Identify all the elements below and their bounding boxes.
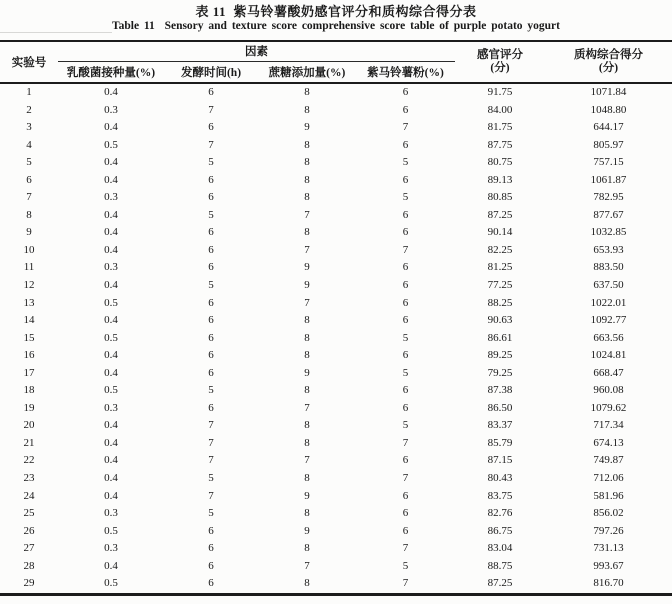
cell-potato-powder: 6 xyxy=(402,524,409,537)
cell-sucrose-addition: 7 xyxy=(304,208,310,221)
table-row xyxy=(0,277,672,295)
cell-experiment-no: 13 xyxy=(23,296,35,309)
cell-lactic-inoculation: 0.4 xyxy=(104,243,118,256)
cell-sensory-score: 88.25 xyxy=(487,296,513,309)
cell-lactic-inoculation: 0.3 xyxy=(104,542,118,555)
cell-sucrose-addition: 9 xyxy=(304,366,310,379)
cell-experiment-no: 19 xyxy=(23,401,35,414)
cell-potato-powder: 5 xyxy=(402,331,409,344)
cell-lactic-inoculation: 0.4 xyxy=(104,173,118,186)
cell-sensory-score: 91.75 xyxy=(487,86,513,98)
table-row xyxy=(0,435,672,453)
table-row xyxy=(0,312,672,330)
cell-fermentation-time: 7 xyxy=(208,489,214,502)
cell-texture-score: 1092.77 xyxy=(590,314,627,327)
cell-lactic-inoculation: 0.4 xyxy=(104,472,118,485)
cell-texture-score: 856.02 xyxy=(593,507,624,520)
header-texture-score-line2: (分) xyxy=(598,62,619,74)
cell-fermentation-time: 5 xyxy=(208,472,214,485)
cell-texture-score: 712.06 xyxy=(593,472,624,485)
cell-sensory-score: 84.00 xyxy=(487,103,513,116)
cell-potato-powder: 7 xyxy=(402,577,409,590)
cell-potato-powder: 6 xyxy=(402,103,409,116)
cell-experiment-no: 20 xyxy=(23,419,35,432)
cell-experiment-no: 26 xyxy=(23,524,35,537)
header-texture-score xyxy=(545,41,672,83)
cell-sucrose-addition: 7 xyxy=(304,296,310,309)
cell-sucrose-addition: 8 xyxy=(304,226,310,239)
table-row xyxy=(0,242,672,260)
cell-sucrose-addition: 9 xyxy=(304,524,310,537)
cell-sensory-score: 86.75 xyxy=(487,524,513,537)
cell-experiment-no: 3 xyxy=(26,121,32,134)
cell-lactic-inoculation: 0.3 xyxy=(104,103,118,116)
cell-experiment-no: 16 xyxy=(23,349,35,362)
cell-lactic-inoculation: 0.3 xyxy=(104,191,118,204)
cell-sucrose-addition: 8 xyxy=(304,384,310,397)
cell-texture-score: 1022.01 xyxy=(590,296,627,309)
cell-sensory-score: 77.25 xyxy=(487,279,513,292)
cell-experiment-no: 28 xyxy=(23,559,35,572)
cell-sucrose-addition: 7 xyxy=(304,243,310,256)
table-row xyxy=(0,172,672,190)
cell-sensory-score: 83.37 xyxy=(487,419,513,432)
table-body xyxy=(0,83,672,594)
cell-sensory-score: 87.75 xyxy=(487,138,513,151)
cell-potato-powder: 6 xyxy=(402,454,409,467)
cell-sucrose-addition: 8 xyxy=(304,542,310,555)
cell-sucrose-addition: 8 xyxy=(304,103,310,116)
table-row xyxy=(0,83,672,102)
cell-potato-powder: 7 xyxy=(402,121,409,134)
header-fermentation-time: 发酵时间(h) xyxy=(164,61,258,83)
header-experiment-no: 实验号 xyxy=(0,41,58,83)
cell-sensory-score: 87.25 xyxy=(487,577,513,590)
cell-potato-powder: 7 xyxy=(402,472,409,485)
cell-experiment-no: 2 xyxy=(26,103,32,116)
table-row xyxy=(0,505,672,523)
cell-sucrose-addition: 8 xyxy=(304,314,310,327)
header-texture-score-line1: 质构综合得分 xyxy=(574,49,643,61)
cell-sucrose-addition: 9 xyxy=(304,279,310,292)
table-row xyxy=(0,452,672,470)
cell-lactic-inoculation: 0.4 xyxy=(104,436,118,449)
cell-texture-score: 816.70 xyxy=(593,577,624,590)
cell-potato-powder: 6 xyxy=(402,314,409,327)
cell-experiment-no: 24 xyxy=(23,489,35,502)
cell-lactic-inoculation: 0.4 xyxy=(104,121,118,134)
cell-experiment-no: 15 xyxy=(23,331,35,344)
cell-fermentation-time: 7 xyxy=(208,454,214,467)
scan-artifact-line xyxy=(0,32,112,33)
cell-sensory-score: 80.85 xyxy=(487,191,513,204)
cell-experiment-no: 23 xyxy=(23,472,35,485)
cell-sucrose-addition: 8 xyxy=(304,331,310,344)
table-number-chinese: 表 11 xyxy=(195,4,227,19)
cell-sensory-score: 86.61 xyxy=(487,331,513,344)
cell-sucrose-addition: 8 xyxy=(304,191,310,204)
cell-potato-powder: 5 xyxy=(402,419,409,432)
cell-fermentation-time: 5 xyxy=(208,156,214,169)
table-title-chinese xyxy=(0,0,672,19)
cell-potato-powder: 7 xyxy=(402,542,409,555)
cell-potato-powder: 6 xyxy=(402,401,409,414)
cell-potato-powder: 7 xyxy=(402,243,409,256)
cell-fermentation-time: 7 xyxy=(208,419,214,432)
cell-sensory-score: 83.75 xyxy=(487,489,513,502)
cell-potato-powder: 6 xyxy=(402,138,409,151)
cell-potato-powder: 6 xyxy=(402,86,409,98)
header-factors-group: 因素 xyxy=(58,41,455,61)
table-row xyxy=(0,154,672,172)
cell-sensory-score: 80.75 xyxy=(487,156,513,169)
cell-potato-powder: 7 xyxy=(402,436,409,449)
cell-experiment-no: 6 xyxy=(26,173,32,186)
cell-sensory-score: 87.38 xyxy=(487,384,513,397)
table-row xyxy=(0,295,672,313)
cell-sensory-score: 85.79 xyxy=(487,436,513,449)
cell-potato-powder: 5 xyxy=(402,191,409,204)
score-table xyxy=(0,40,672,596)
table-row xyxy=(0,488,672,506)
cell-potato-powder: 6 xyxy=(402,279,409,292)
cell-experiment-no: 8 xyxy=(26,208,32,221)
cell-texture-score: 877.67 xyxy=(593,208,624,221)
cell-fermentation-time: 7 xyxy=(208,436,214,449)
cell-sucrose-addition: 8 xyxy=(304,507,310,520)
cell-texture-score: 1061.87 xyxy=(590,173,627,186)
cell-texture-score: 731.13 xyxy=(593,542,624,555)
cell-lactic-inoculation: 0.3 xyxy=(104,261,118,274)
cell-texture-score: 644.17 xyxy=(593,121,624,134)
cell-sensory-score: 89.13 xyxy=(487,173,513,186)
cell-fermentation-time: 6 xyxy=(208,296,214,309)
table-title-english-text: Sensory and texture score comprehensive score table of purple potato yogurt xyxy=(164,20,560,32)
cell-sensory-score: 80.43 xyxy=(487,472,513,485)
cell-fermentation-time: 6 xyxy=(208,366,214,379)
cell-potato-powder: 5 xyxy=(402,366,409,379)
table-row xyxy=(0,470,672,488)
cell-texture-score: 1048.80 xyxy=(590,103,627,116)
cell-lactic-inoculation: 0.4 xyxy=(104,366,118,379)
cell-potato-powder: 6 xyxy=(402,384,409,397)
table-row xyxy=(0,224,672,242)
cell-sucrose-addition: 9 xyxy=(304,261,310,274)
cell-experiment-no: 9 xyxy=(26,226,32,239)
cell-texture-score: 668.47 xyxy=(593,366,624,379)
cell-sensory-score: 90.63 xyxy=(487,314,513,327)
table-row xyxy=(0,417,672,435)
cell-experiment-no: 27 xyxy=(23,542,35,555)
cell-fermentation-time: 7 xyxy=(208,138,214,151)
cell-sensory-score: 82.76 xyxy=(487,507,513,520)
cell-texture-score: 674.13 xyxy=(593,436,624,449)
cell-potato-powder: 6 xyxy=(402,208,409,221)
cell-texture-score: 805.97 xyxy=(593,138,624,151)
table-row xyxy=(0,102,672,120)
cell-fermentation-time: 5 xyxy=(208,384,214,397)
cell-lactic-inoculation: 0.4 xyxy=(104,419,118,432)
cell-sucrose-addition: 8 xyxy=(304,349,310,362)
cell-sucrose-addition: 8 xyxy=(304,86,310,98)
cell-lactic-inoculation: 0.4 xyxy=(104,349,118,362)
table-number-english: Table 11 xyxy=(112,20,155,32)
cell-texture-score: 663.56 xyxy=(593,331,624,344)
cell-fermentation-time: 6 xyxy=(208,577,214,590)
cell-sensory-score: 86.50 xyxy=(487,401,513,414)
cell-lactic-inoculation: 0.4 xyxy=(104,86,118,98)
cell-experiment-no: 10 xyxy=(23,243,35,256)
cell-lactic-inoculation: 0.4 xyxy=(104,208,118,221)
cell-fermentation-time: 6 xyxy=(208,331,214,344)
cell-fermentation-time: 5 xyxy=(208,279,214,292)
table-title-chinese-text: 紫马铃薯酸奶感官评分和质构综合得分表 xyxy=(233,4,477,19)
cell-sensory-score: 81.25 xyxy=(487,261,513,274)
cell-sensory-score: 87.15 xyxy=(487,454,513,467)
cell-potato-powder: 6 xyxy=(402,507,409,520)
cell-sensory-score: 81.75 xyxy=(487,121,513,134)
header-sensory-score-line1: 感官评分 xyxy=(477,49,523,61)
cell-potato-powder: 6 xyxy=(402,226,409,239)
cell-texture-score: 883.50 xyxy=(593,261,624,274)
cell-experiment-no: 22 xyxy=(23,454,35,467)
table-row xyxy=(0,330,672,348)
cell-fermentation-time: 6 xyxy=(208,314,214,327)
cell-lactic-inoculation: 0.4 xyxy=(104,279,118,292)
cell-sensory-score: 87.25 xyxy=(487,208,513,221)
cell-lactic-inoculation: 0.5 xyxy=(104,296,118,309)
cell-fermentation-time: 6 xyxy=(208,86,214,98)
cell-texture-score: 960.08 xyxy=(593,384,624,397)
cell-experiment-no: 14 xyxy=(23,314,35,327)
table-title-english xyxy=(0,19,672,36)
table-row xyxy=(0,119,672,137)
cell-texture-score: 749.87 xyxy=(593,454,624,467)
cell-sucrose-addition: 9 xyxy=(304,121,310,134)
header-sensory-score xyxy=(455,41,545,83)
cell-potato-powder: 6 xyxy=(402,296,409,309)
cell-texture-score: 581.96 xyxy=(593,489,624,502)
cell-fermentation-time: 6 xyxy=(208,524,214,537)
cell-sucrose-addition: 8 xyxy=(304,173,310,186)
table-row xyxy=(0,575,672,594)
cell-texture-score: 782.95 xyxy=(593,191,624,204)
cell-fermentation-time: 5 xyxy=(208,208,214,221)
cell-sensory-score: 88.75 xyxy=(487,559,513,572)
cell-fermentation-time: 6 xyxy=(208,173,214,186)
cell-experiment-no: 1 xyxy=(26,86,32,98)
header-lactic-inoculation: 乳酸菌接种量(%) xyxy=(58,61,164,83)
cell-texture-score: 993.67 xyxy=(593,559,624,572)
cell-lactic-inoculation: 0.4 xyxy=(104,156,118,169)
cell-sucrose-addition: 7 xyxy=(304,454,310,467)
cell-fermentation-time: 6 xyxy=(208,121,214,134)
table-header xyxy=(0,41,672,83)
cell-sucrose-addition: 8 xyxy=(304,419,310,432)
cell-experiment-no: 17 xyxy=(23,366,35,379)
header-potato-powder: 紫马铃薯粉(%) xyxy=(356,61,455,83)
cell-texture-score: 637.50 xyxy=(593,279,624,292)
cell-fermentation-time: 7 xyxy=(208,103,214,116)
header-sensory-score-line2: (分) xyxy=(490,62,510,74)
cell-sensory-score: 89.25 xyxy=(487,349,513,362)
cell-sucrose-addition: 7 xyxy=(304,559,310,572)
cell-sucrose-addition: 8 xyxy=(304,436,310,449)
cell-lactic-inoculation: 0.5 xyxy=(104,384,118,397)
cell-sucrose-addition: 7 xyxy=(304,401,310,414)
table-row xyxy=(0,558,672,576)
cell-sensory-score: 83.04 xyxy=(487,542,513,555)
cell-texture-score: 1071.84 xyxy=(590,86,627,98)
cell-fermentation-time: 6 xyxy=(208,401,214,414)
cell-texture-score: 1032.85 xyxy=(590,226,627,239)
header-sucrose-addition: 蔗糖添加量(%) xyxy=(258,61,356,83)
cell-experiment-no: 4 xyxy=(26,138,32,151)
cell-sucrose-addition: 8 xyxy=(304,472,310,485)
cell-potato-powder: 5 xyxy=(402,559,409,572)
cell-experiment-no: 11 xyxy=(23,261,35,274)
cell-lactic-inoculation: 0.5 xyxy=(104,524,118,537)
cell-potato-powder: 6 xyxy=(402,489,409,502)
cell-sensory-score: 79.25 xyxy=(487,366,513,379)
cell-potato-powder: 5 xyxy=(402,156,409,169)
cell-lactic-inoculation: 0.4 xyxy=(104,454,118,467)
table-row xyxy=(0,523,672,541)
cell-texture-score: 1079.62 xyxy=(590,401,627,414)
cell-lactic-inoculation: 0.5 xyxy=(104,577,118,590)
table-row xyxy=(0,137,672,155)
cell-experiment-no: 12 xyxy=(23,279,35,292)
cell-lactic-inoculation: 0.5 xyxy=(104,138,118,151)
cell-sensory-score: 90.14 xyxy=(487,226,513,239)
cell-fermentation-time: 6 xyxy=(208,349,214,362)
cell-experiment-no: 5 xyxy=(26,156,32,169)
cell-potato-powder: 6 xyxy=(402,349,409,362)
cell-sensory-score: 82.25 xyxy=(487,243,513,256)
table-row xyxy=(0,400,672,418)
cell-lactic-inoculation: 0.3 xyxy=(104,507,118,520)
table-row xyxy=(0,347,672,365)
cell-potato-powder: 6 xyxy=(402,261,409,274)
table-row xyxy=(0,365,672,383)
cell-fermentation-time: 6 xyxy=(208,559,214,572)
cell-texture-score: 1024.81 xyxy=(590,349,627,362)
cell-sucrose-addition: 8 xyxy=(304,138,310,151)
cell-experiment-no: 25 xyxy=(23,507,35,520)
cell-lactic-inoculation: 0.3 xyxy=(104,401,118,414)
cell-lactic-inoculation: 0.4 xyxy=(104,226,118,239)
cell-fermentation-time: 5 xyxy=(208,507,214,520)
table-row xyxy=(0,207,672,225)
table-row xyxy=(0,382,672,400)
cell-texture-score: 797.26 xyxy=(593,524,624,537)
cell-lactic-inoculation: 0.4 xyxy=(104,559,118,572)
cell-experiment-no: 29 xyxy=(23,577,35,590)
cell-lactic-inoculation: 0.4 xyxy=(104,314,118,327)
cell-lactic-inoculation: 0.5 xyxy=(104,331,118,344)
cell-fermentation-time: 6 xyxy=(208,226,214,239)
cell-lactic-inoculation: 0.4 xyxy=(104,489,118,502)
cell-fermentation-time: 6 xyxy=(208,542,214,555)
table-row xyxy=(0,259,672,277)
cell-fermentation-time: 6 xyxy=(208,191,214,204)
cell-potato-powder: 6 xyxy=(402,173,409,186)
cell-experiment-no: 21 xyxy=(23,436,35,449)
cell-fermentation-time: 6 xyxy=(208,243,214,256)
cell-sucrose-addition: 8 xyxy=(304,156,310,169)
cell-sucrose-addition: 9 xyxy=(304,489,310,502)
cell-experiment-no: 7 xyxy=(26,191,32,204)
cell-texture-score: 653.93 xyxy=(593,243,624,256)
table-row xyxy=(0,189,672,207)
cell-sucrose-addition: 8 xyxy=(304,577,310,590)
table-row xyxy=(0,540,672,558)
cell-texture-score: 757.15 xyxy=(593,156,624,169)
cell-fermentation-time: 6 xyxy=(208,261,214,274)
cell-experiment-no: 18 xyxy=(23,384,35,397)
cell-texture-score: 717.34 xyxy=(593,419,624,432)
